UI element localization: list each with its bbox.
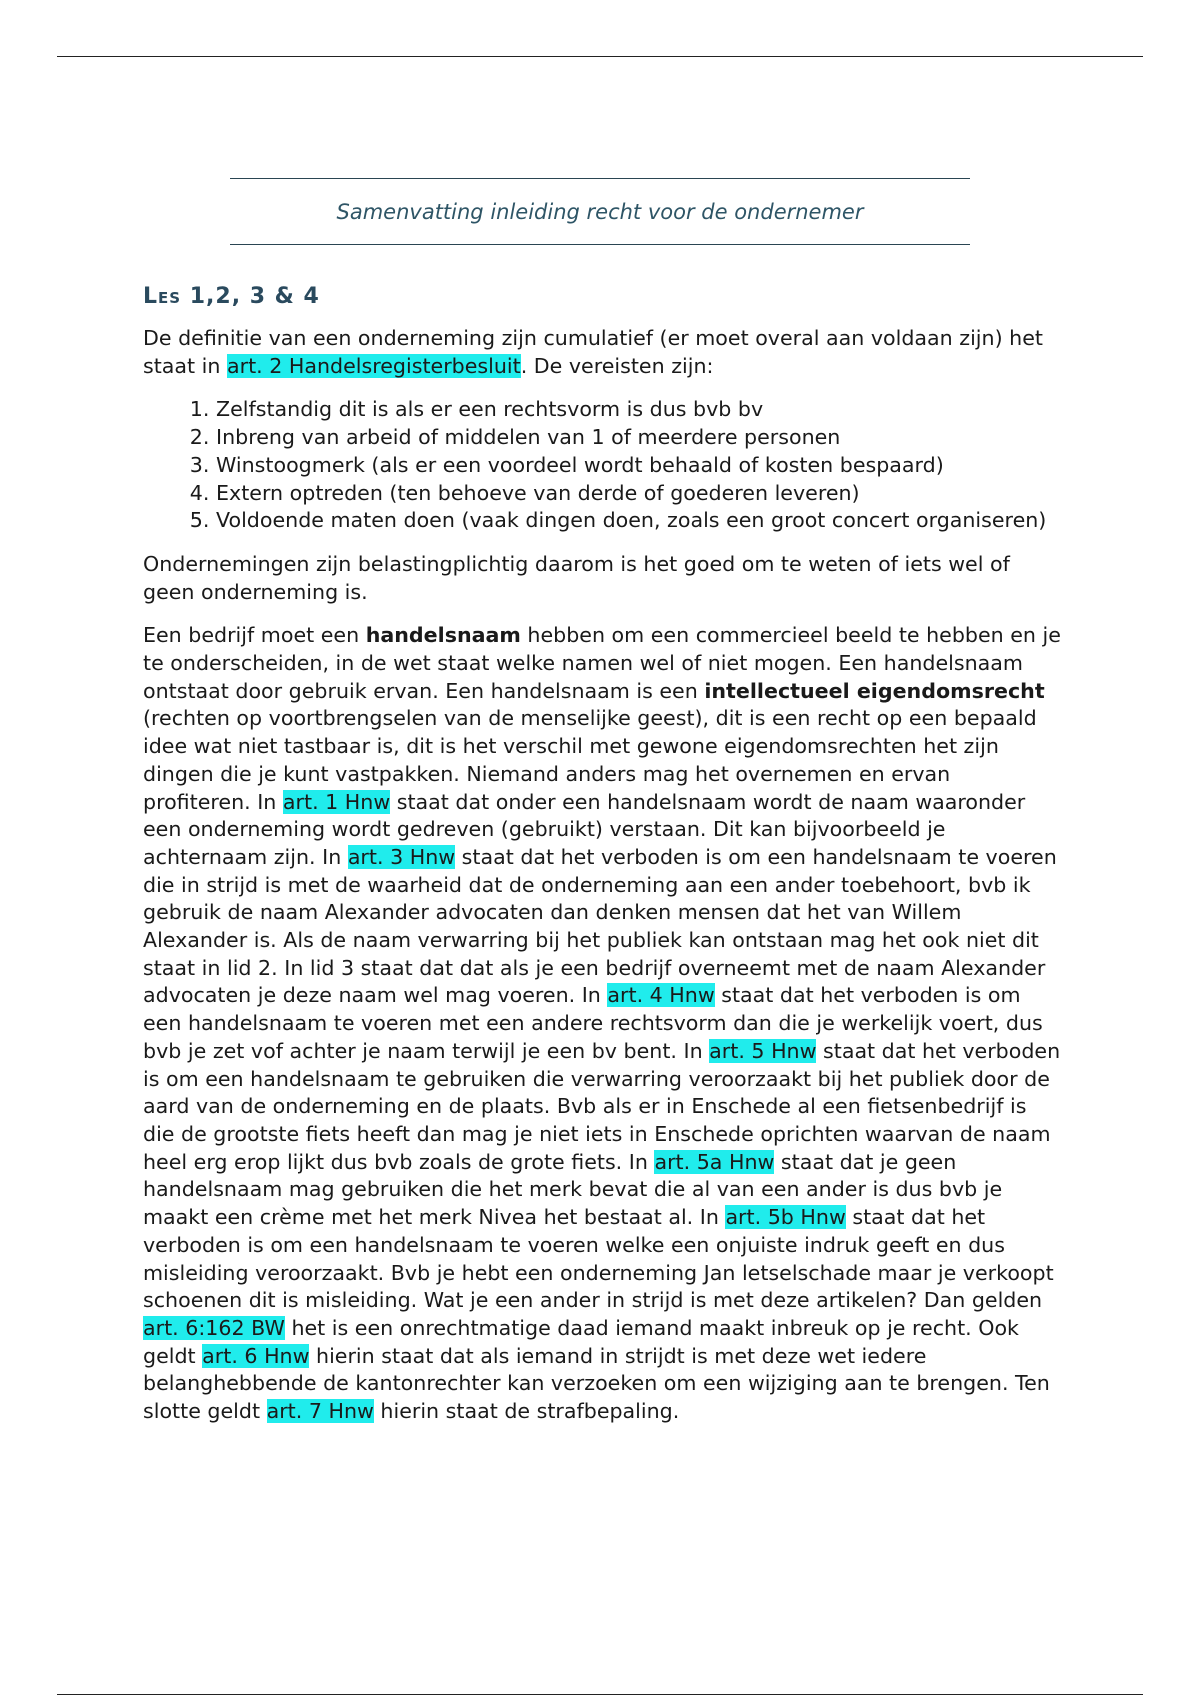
list-item: 3. Winstoogmerk (als er een voordeel wordt behaald of kosten bespaard): [216, 452, 1063, 480]
list-item: 2. Inbreng van arbeid of middelen van 1 of meerdere personen: [216, 424, 1063, 452]
highlighted-reference: art. 3 Hnw: [347, 844, 456, 869]
document-title: Samenvatting inleiding recht voor de ondernemer: [336, 200, 864, 224]
text-run: staat dat je geen handelsnaam mag gebruiken die het merk bevat die al van een ander is dus bvb je maakt een crème met het merk Nivea het bestaat al. In: [143, 1149, 1003, 1230]
text-run: staat dat het verboden is om een handelsnaam te voeren die in strijd is met de waarheid dat de onderneming aan een ander toebehoort, bvb ik gebruik de naam Alexander advocaten dan denken mensen dat het van Willem Alexander is. Als de naam verwarring bij het publiek kan ontstaan mag het ook niet dit staat in lid 2. In lid 3 staat dat dat als je een bedrijf overneemt met de naam Alexander advocaten je deze naam wel mag voeren. In: [143, 844, 1057, 1008]
highlighted-reference: art. 6 Hnw: [202, 1343, 310, 1368]
text-run: De definitie van een onderneming zijn cumulatief (er moet overal aan voldaan zijn) het staat in: [143, 326, 1043, 378]
requirements-list: [143, 396, 1063, 535]
text-run: het is een onrechtmatige daad iemand maakt inbreuk op je recht. Ook geldt: [143, 1315, 1019, 1368]
list-item: 1. Zelfstandig dit is als er een rechtsvorm is dus bvb bv: [216, 396, 1063, 424]
tradename-paragraph: [143, 622, 1063, 1425]
text-run: staat dat het verboden is om een handelsnaam te gebruiken die verwarring veroorzaakt bij het publiek door de aard van de onderneming en de plaats. Bvb als er in Enschede al een fietsenbedrijf is die de grootste fiets heeft dan mag je niet iets in Enschede oprichten waarvan de naam heel erg erop lijkt dus bvb zoals de grote fiets. In: [143, 1038, 1061, 1174]
bold-term: intellectueel eigendomsrecht: [704, 678, 1045, 703]
text-run: hierin staat de strafbepaling.: [373, 1399, 680, 1424]
definition-paragraph: [143, 325, 1063, 380]
document-title-block: [230, 178, 970, 245]
text-run: Een bedrijf moet een: [143, 623, 366, 648]
text-run: hierin staat dat als iemand in strijdt is met deze wet iedere belanghebbende de kantonrechter kan verzoeken om een wijziging aan te brengen. Ten slotte geldt: [143, 1343, 1050, 1424]
highlighted-reference: art. 7 Hnw: [266, 1399, 374, 1424]
text-run: hebben om een commercieel beeld te hebben en je te onderscheiden, in de wet staat welke namen wel of niet mogen. Een handelsnaam ontstaat door gebruik ervan. Een handelsnaam is een: [143, 623, 1061, 703]
text-run: staat dat onder een handelsnaam wordt de naam waaronder een onderneming wordt gedreven (gebruikt) verstaan. Dit kan bijvoorbeeld je achternaam zijn. In: [143, 789, 1026, 869]
text-run: staat dat het verboden is om een handelsnaam te voeren welke een onjuiste indruk geeft en dus misleiding veroorzaakt. Bvb je hebt een onderneming Jan letselschade maar je verkoopt schoenen dit is misleiding. Wat je een ander in strijd is met deze artikelen? Dan gelden: [143, 1205, 1054, 1313]
title-bottom-rule: [230, 244, 970, 245]
highlighted-reference: art. 4 Hnw: [607, 983, 715, 1008]
highlighted-reference: art. 5a Hnw: [654, 1149, 775, 1174]
list-item: 5. Voldoende maten doen (vaak dingen doen, zoals een groot concert organiseren): [216, 507, 1063, 535]
section-heading: Les 1,2, 3 & 4: [143, 284, 320, 309]
highlighted-reference: art. 2 Handelsregisterbesluit: [226, 353, 521, 378]
highlighted-reference: art. 6:162 BW: [143, 1315, 285, 1340]
highlighted-reference: art. 5 Hnw: [709, 1038, 817, 1063]
highlighted-reference: art. 1 Hnw: [282, 789, 391, 814]
text-run: staat dat het verboden is om een handelsnaam te voeren met een andere rechtsvorm dan die je werkelijk voert, dus bvb je zet vof achter je naam terwijl je een bv bent. In: [143, 983, 1043, 1063]
list-item: 4. Extern optreden (ten behoeve van derde of goederen leveren): [216, 480, 1063, 508]
tax-paragraph: Ondernemingen zijn belastingplichtig daarom is het goed om te weten of iets wel of geen onderneming is.: [143, 551, 1010, 604]
page-bottom-rule: [57, 1694, 1143, 1695]
highlighted-reference: art. 5b Hnw: [725, 1205, 846, 1230]
text-run: (rechten op voortbrengselen van de menselijke geest), dit is een recht op een bepaald idee wat niet tastbaar is, dit is het verschil met gewone eigendomsrechten het zijn dingen die je kunt vastpakken. Niemand anders mag het overnemen en ervan profiteren. In: [143, 706, 1037, 814]
page-top-rule: [57, 56, 1143, 57]
bold-term: handelsnaam: [365, 623, 521, 648]
text-run: . De vereisten zijn:: [520, 353, 714, 378]
document-body: [143, 283, 1063, 1442]
